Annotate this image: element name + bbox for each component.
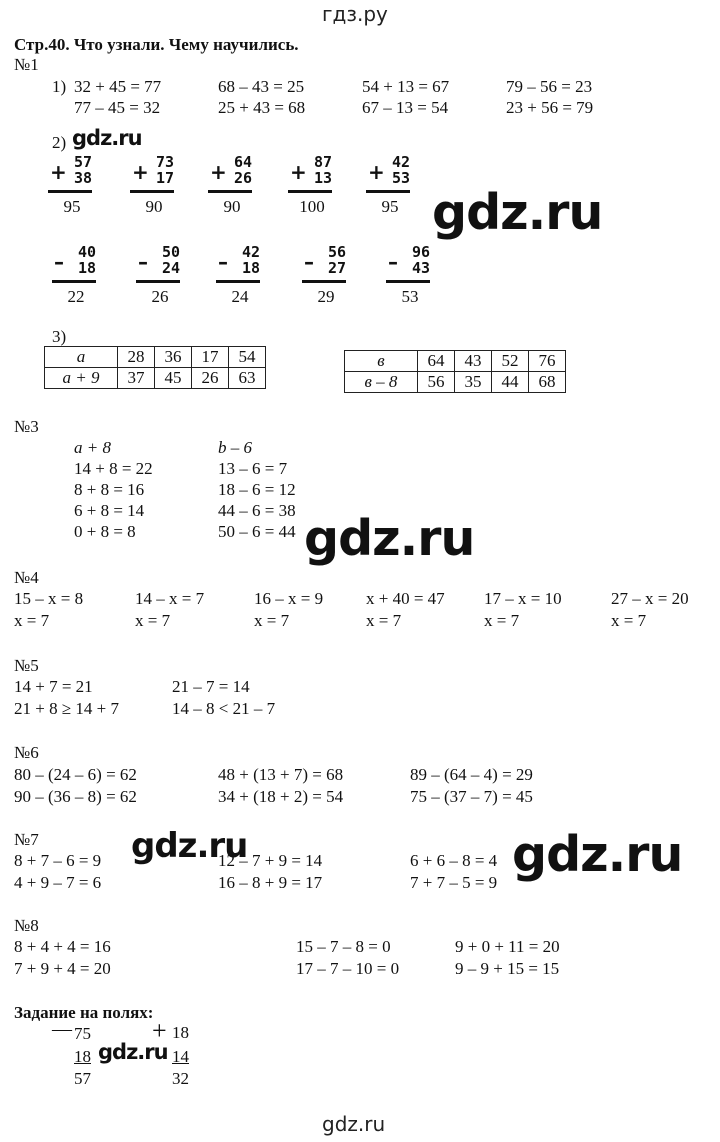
result: 90 [145, 197, 163, 216]
answer: x = 7 [254, 611, 290, 630]
table-cell: 64 [418, 351, 455, 372]
table-cell: 45 [155, 368, 192, 389]
operation-sign: + [290, 160, 307, 184]
equation: 75 – (37 – 7) = 45 [410, 787, 533, 806]
equation: 67 – 13 = 54 [362, 98, 449, 117]
equation: 32 + 45 = 77 [74, 77, 162, 96]
operation-sign: – [218, 250, 228, 274]
equation: 12 – 7 + 9 = 14 [218, 851, 323, 870]
task-8-label: №8 [14, 916, 39, 935]
table-row [45, 368, 266, 389]
table-cell: 36 [155, 347, 192, 368]
equation: 14 + 7 = 21 [14, 677, 93, 696]
operation-sign: – [304, 250, 314, 274]
equation: 34 + (18 + 2) = 54 [218, 787, 344, 806]
result-line [302, 280, 346, 283]
equation: 17 – x = 10 [484, 589, 562, 608]
equation: 8 + 7 – 6 = 9 [14, 851, 102, 870]
watermark: gdz.ru [98, 1040, 168, 1064]
operation-sign: + [132, 160, 149, 184]
expression: b – 6 [218, 438, 252, 457]
operation-sign: – [138, 250, 148, 274]
table-cell: 76 [529, 351, 566, 372]
table-cell: 37 [118, 368, 155, 389]
watermark: gdz.ru [72, 126, 142, 150]
task-6-label: №6 [14, 743, 39, 762]
expression: 13 – 6 = 7 [218, 459, 288, 478]
result: 26 [151, 287, 169, 306]
equation: 7 + 9 + 4 = 20 [14, 959, 111, 978]
expression: 50 – 6 = 44 [218, 522, 296, 541]
equation: 48 + (13 + 7) = 68 [218, 765, 344, 784]
watermark: gdz.ru [512, 826, 683, 883]
expression: 18 – 6 = 12 [218, 480, 296, 499]
equation: 21 – 7 = 14 [172, 677, 250, 696]
result: 53 [401, 287, 419, 306]
result-line [52, 280, 96, 283]
watermark: gdz.ru [131, 826, 248, 866]
table-cell: 54 [229, 347, 266, 368]
expression: 14 + 8 = 22 [74, 459, 153, 478]
equation: 4 + 9 – 7 = 6 [14, 873, 102, 892]
table-cell: 68 [529, 372, 566, 393]
table-cell: a [45, 347, 118, 368]
operand-bottom: 13 [313, 169, 332, 187]
equation: 7 + 7 – 5 = 9 [410, 873, 498, 892]
page-title: Стр.40. Что узнали. Чему научились. [14, 35, 299, 54]
result: 29 [317, 287, 335, 306]
result-line [48, 190, 92, 193]
margin-add-a: 18 [172, 1023, 189, 1042]
equation: 68 – 43 = 25 [218, 77, 305, 96]
margin-add-b: 14 [172, 1047, 189, 1066]
operand-top: 50 [161, 243, 180, 261]
table-cell: в – 8 [345, 372, 418, 393]
result: 100 [299, 197, 325, 216]
table-row [45, 347, 266, 368]
result-line [288, 190, 332, 193]
table-cell: 35 [455, 372, 492, 393]
table-cell: a + 9 [45, 368, 118, 389]
table-cell: 43 [455, 351, 492, 372]
operand-bottom: 24 [161, 259, 180, 277]
equation: 80 – (24 – 6) = 62 [14, 765, 137, 784]
task-4-label: №4 [14, 568, 39, 587]
watermark: gdz.ru [432, 184, 603, 241]
equation: x + 40 = 47 [366, 589, 445, 608]
table-row [345, 351, 566, 372]
table-cell: 26 [192, 368, 229, 389]
answer: x = 7 [366, 611, 402, 630]
equation: 6 + 6 – 8 = 4 [410, 851, 498, 870]
equation: 17 – 7 – 10 = 0 [296, 959, 400, 978]
answer: x = 7 [484, 611, 520, 630]
result: 95 [63, 197, 81, 216]
margin-sub-b: 18 [74, 1047, 91, 1066]
margin-add-result: 32 [172, 1069, 189, 1088]
expression: 8 + 8 = 16 [74, 480, 145, 499]
operand-bottom: 18 [77, 259, 96, 277]
site-footer: gdz.ru [322, 1112, 386, 1136]
result-line [130, 190, 174, 193]
equation: 14 – x = 7 [135, 589, 205, 608]
operand-bottom: 18 [241, 259, 260, 277]
result-line [366, 190, 410, 193]
operand-top: 96 [411, 243, 430, 261]
operand-top: 42 [241, 243, 260, 261]
operand-top: 40 [77, 243, 96, 261]
operation-sign: + [210, 160, 227, 184]
operation-sign: + [50, 160, 67, 184]
table-cell: 52 [492, 351, 529, 372]
operand-top: 87 [313, 153, 332, 171]
operand-top: 42 [391, 153, 410, 171]
task-7-label: №7 [14, 830, 39, 849]
operand-bottom: 38 [73, 169, 92, 187]
equation: 27 – x = 20 [611, 589, 689, 608]
table-cell: 63 [229, 368, 266, 389]
operand-bottom: 27 [327, 259, 346, 277]
operand-top: 56 [327, 243, 346, 261]
task-1-part1-label: 1) [52, 77, 67, 96]
result-line [386, 280, 430, 283]
equation: 89 – (64 – 4) = 29 [410, 765, 533, 784]
result: 22 [67, 287, 85, 306]
table-b [344, 350, 566, 393]
margin-sub-sign: — [52, 1018, 72, 1040]
margin-sub-result: 57 [74, 1069, 91, 1088]
site-header: гдз.ру [322, 2, 388, 26]
expression: 6 + 8 = 14 [74, 501, 145, 520]
equation: 90 – (36 – 8) = 62 [14, 787, 137, 806]
table-cell: 17 [192, 347, 229, 368]
operation-sign: – [54, 250, 64, 274]
operation-sign: – [388, 250, 398, 274]
expression: 44 – 6 = 38 [218, 501, 296, 520]
answer: x = 7 [14, 611, 50, 630]
task-1-part2-label: 2) [52, 133, 67, 152]
result: 90 [223, 197, 241, 216]
equation: 16 – 8 + 9 = 17 [218, 873, 323, 892]
equation: 16 – x = 9 [254, 589, 324, 608]
expression: a + 8 [74, 438, 111, 457]
task-3-label: №3 [14, 417, 39, 436]
equation: 9 + 0 + 11 = 20 [455, 937, 560, 956]
equation: 79 – 56 = 23 [506, 77, 593, 96]
operand-top: 73 [155, 153, 174, 171]
answer: x = 7 [135, 611, 171, 630]
table-cell: 44 [492, 372, 529, 393]
operand-bottom: 43 [411, 259, 430, 277]
operand-bottom: 26 [233, 169, 252, 187]
operation-sign: + [368, 160, 385, 184]
result: 24 [231, 287, 249, 306]
operand-bottom: 53 [391, 169, 410, 187]
result-line [136, 280, 180, 283]
expression: 0 + 8 = 8 [74, 522, 136, 541]
table-cell: 28 [118, 347, 155, 368]
margin-task-label: Задание на полях: [14, 1003, 154, 1022]
margin-add-sign: + [152, 1016, 167, 1045]
margin-sub-a: 75 [74, 1024, 91, 1043]
equation: 9 – 9 + 15 = 15 [455, 959, 560, 978]
operand-bottom: 17 [155, 169, 174, 187]
table-a [44, 346, 266, 389]
equation: 54 + 13 = 67 [362, 77, 450, 96]
equation: 77 – 45 = 32 [74, 98, 161, 117]
equation: 14 – 8 < 21 – 7 [172, 699, 276, 718]
watermark: gdz.ru [304, 510, 475, 567]
task-5-label: №5 [14, 656, 39, 675]
task-1-part3-label: 3) [52, 327, 67, 346]
equation: 15 – 7 – 8 = 0 [296, 937, 391, 956]
operand-top: 64 [233, 153, 252, 171]
table-cell: в [345, 351, 418, 372]
operand-top: 57 [73, 153, 92, 171]
equation: 23 + 56 = 79 [506, 98, 594, 117]
result-line [208, 190, 252, 193]
equation: 8 + 4 + 4 = 16 [14, 937, 111, 956]
table-cell: 56 [418, 372, 455, 393]
result-line [216, 280, 260, 283]
equation: 21 + 8 ≥ 14 + 7 [14, 699, 120, 718]
answer: x = 7 [611, 611, 647, 630]
task-1-label: №1 [14, 55, 39, 74]
equation: 25 + 43 = 68 [218, 98, 306, 117]
equation: 15 – x = 8 [14, 589, 84, 608]
table-row [345, 372, 566, 393]
result: 95 [381, 197, 399, 216]
